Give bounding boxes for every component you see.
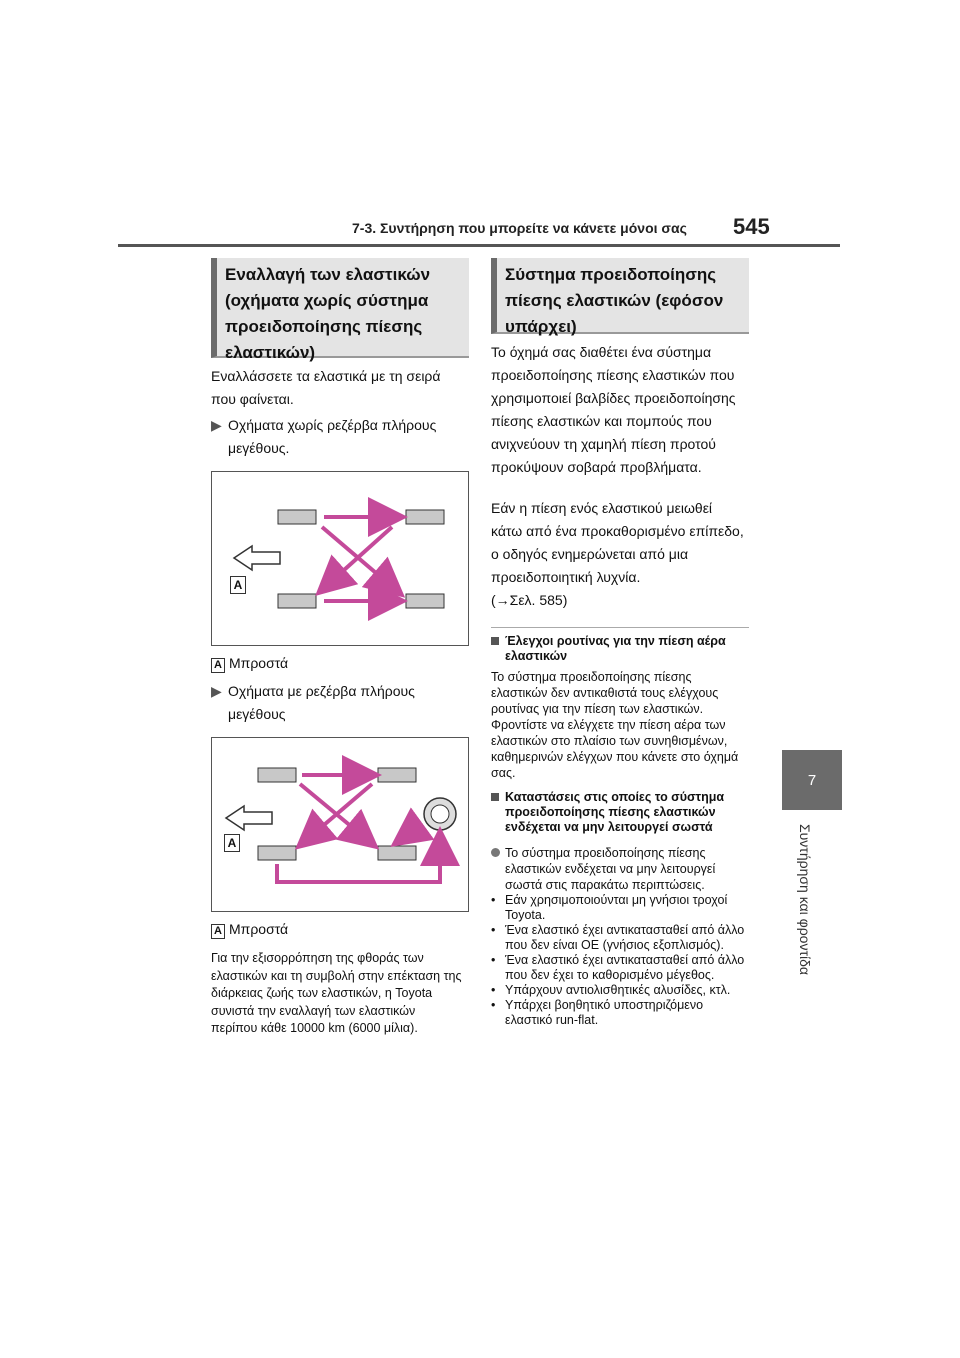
malfunction-lead: Το σύστημα προειδοποίησης πίεσης ελαστικών ενδέχεται να μην λειτουργεί σωστά στις παρακάτω περιπτώσεις.: [491, 845, 749, 893]
list-item: • Υπάρχουν αντιολισθητικές αλυσίδες, κτλ.: [491, 983, 731, 997]
label-a-marker: A: [224, 834, 240, 852]
tire-front-left: [258, 768, 296, 782]
square-bullet-icon: [491, 793, 499, 801]
malfunction-list: [491, 893, 749, 1028]
spare-tire-hub: [431, 805, 449, 823]
triangle-bullet-icon: ▶: [211, 683, 222, 699]
list-item: • Εάν χρησιμοποιούνται μη γνήσιοι τροχοί Toyota.: [491, 893, 728, 922]
tpws-heading: Σύστημα προειδοποίησης πίεσης ελαστικών (εφόσον υπάρχει): [491, 258, 749, 334]
circle-bullet-icon: [491, 848, 500, 857]
malfunction-title: Καταστάσεις στις οποίες το σύστημα προειδοποίησης πίεσης ελαστικών ενδέχεται να μην λειτουργεί σωστά: [491, 790, 749, 835]
tire-front-right: [406, 510, 444, 524]
label-a-marker: A: [230, 576, 246, 594]
item-full-spare: [211, 680, 456, 726]
rotation-arrow: [400, 824, 422, 840]
tpws-warning-text: Εάν η πίεση ενός ελαστικού μειωθεί κάτω από ένα προκαθορισμένο επίπεδο, ο οδηγός ενημερώνεται από μια προειδοποιητική λυχνία. (→Σελ. 585): [491, 500, 744, 608]
rotation-diagram-full-spare: [211, 737, 469, 912]
page-reference[interactable]: (→Σελ. 585): [491, 592, 568, 608]
chapter-header: 7-3. Συντήρηση που μπορείτε να κάνετε μόνοι σας: [352, 220, 687, 236]
square-bullet-icon: [491, 637, 499, 645]
header-rule: [118, 244, 840, 247]
rotation-diagram-no-spare: [211, 471, 469, 646]
rotation-diagram-svg: [212, 472, 468, 645]
list-item: • Υπάρχει βοηθητικό υποστηριζόμενο ελαστικό run-flat.: [491, 998, 704, 1027]
malfunction-block: [491, 790, 749, 1028]
section-divider: [491, 627, 749, 628]
chapter-tab[interactable]: 7: [782, 750, 842, 810]
front-direction-arrow: [234, 546, 280, 570]
routine-checks-text: Το σύστημα προειδοποίησης πίεσης ελαστικών δεν αντικαθιστά τους ελέγχους ρουτίνας για την πίεση των ελαστικών. Φροντίστε να ελέγχετε την πίεση αέρα των ελαστικών στο πλαίσιο των συνηθισμένων, καθημερινών ελέγχων που κάνετε στο όχημά σας.: [491, 670, 739, 780]
item-no-spare-text: Οχήματα χωρίς ρεζέρβα πλήρους μεγέθους.: [228, 417, 437, 456]
tire-rotation-heading: Εναλλαγή των ελαστικών (οχήματα χωρίς σύστημα προειδοποίησης πίεσης ελαστικών): [211, 258, 469, 358]
list-item: • Ένα ελαστικό έχει αντικατασταθεί από άλλο που δεν έχει το καθορισμένο μέγεθος.: [491, 953, 745, 982]
tire-front-left: [278, 510, 316, 524]
page-number: 545: [733, 214, 770, 239]
routine-checks-title: Έλεγχοι ρουτίνας για την πίεση αέρα ελαστικών: [491, 634, 749, 664]
item-full-spare-text: Οχήματα με ρεζέρβα πλήρους μεγέθους: [228, 683, 415, 722]
chapter-tab-label: Συντήρηση και φροντίδα: [797, 824, 813, 975]
list-item: • Ένα ελαστικό έχει αντικατασταθεί από άλλο που δεν είναι OE (γνήσιος εξοπλισμός).: [491, 923, 745, 952]
label-a-marker: A: [211, 924, 225, 939]
rotation-intro: Εναλλάσσετε τα ελαστικά με τη σειρά που φαίνεται.: [211, 368, 441, 407]
item-no-spare: [211, 414, 456, 460]
triangle-bullet-icon: ▶: [211, 417, 222, 433]
tire-rear-left: [258, 846, 296, 860]
front-direction-arrow: [226, 806, 272, 830]
caption-front-2: A Μπροστά: [211, 918, 288, 941]
tire-rear-right: [378, 846, 416, 860]
caption-front-1: A Μπροστά: [211, 652, 288, 675]
rotation-note: Για την εξισορρόπηση της φθοράς των ελαστικών και τη συμβολή στην επέκταση της διάρκειας ζωής των ελαστικών, η Toyota συνιστά την εναλλαγή των ελαστικών περίπου κάθε 10000 km (6000 μίλια).: [211, 951, 462, 1035]
rotation-diagram-svg: [212, 738, 468, 911]
tire-rear-left: [278, 594, 316, 608]
tpws-description: Το όχημά σας διαθέτει ένα σύστημα προειδοποίησης πίεσης ελαστικών που χρησιμοποιεί βαλβίδες προειδοποίησης πίεσης ελαστικών και πομπούς που ανιχνεύουν τη χαμηλή πίεση προτού προκύψουν σοβαρά προβλήματα.: [491, 344, 736, 475]
routine-checks-block: [491, 634, 749, 781]
tire-front-right: [378, 768, 416, 782]
tire-rear-right: [406, 594, 444, 608]
label-a-marker: A: [211, 658, 225, 673]
